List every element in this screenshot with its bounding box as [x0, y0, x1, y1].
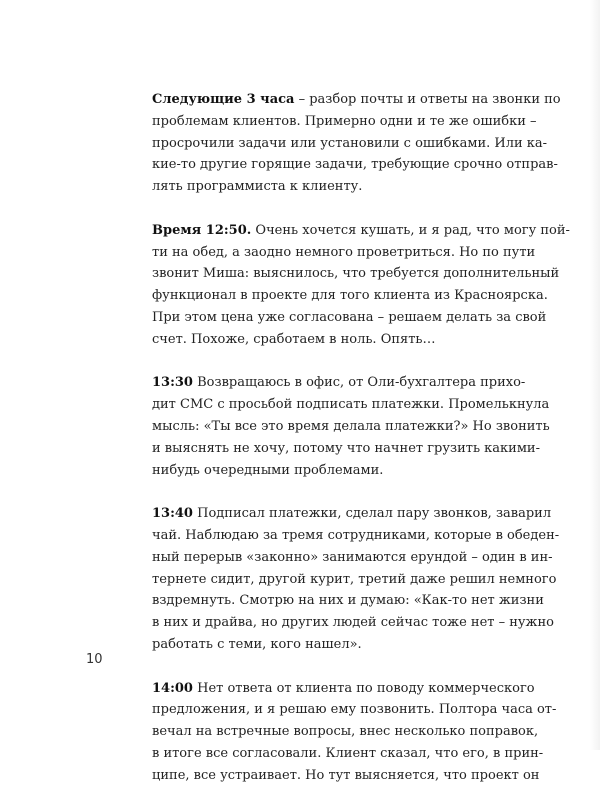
paragraph-lead: 14:00 — [152, 680, 193, 696]
text-line: счет. Похоже, сработаем в ноль. Опять… — [152, 331, 436, 347]
text-line: предложения, и я решаю ему позвонить. Полтора часа от- — [152, 702, 557, 718]
text-line: работать с теми, кого нашел». — [152, 636, 362, 652]
paragraph-next-3-hours — [152, 89, 561, 198]
text-line: 14:00 Нет ответа от клиента по поводу коммерческого — [152, 680, 535, 696]
paragraph-lead: 13:40 — [152, 506, 193, 522]
text-line: 13:30 Возвращаюсь в офис, от Оли-бухгалтера прихо- — [152, 375, 526, 391]
text-line: лять программиста к клиенту. — [152, 179, 363, 195]
text-line: Время 12:50. Очень хочется кушать, и я рад, что могу пой- — [152, 222, 570, 238]
text-line: кие-то другие горящие задачи, требующие срочно отправ- — [152, 157, 558, 173]
text-line: тернете сидит, другой курит, третий даже решил немного — [152, 571, 557, 587]
text-line: Следующие 3 часа – разбор почты и ответы на звонки по — [152, 92, 561, 107]
text-line: При этом цена уже согласована – решаем делать за свой — [152, 309, 547, 325]
text-line: ти на обед, а заодно немного проветриться. Но по пути — [152, 244, 536, 260]
text-line: и выяснять не хочу, потому что начнет грузить какими- — [152, 440, 540, 456]
text-line: проблемам клиентов. Примерно одни и те же ошибки – — [152, 113, 537, 129]
text-line: мысль: «Ты все это время делала платежки?» Но звонить — [152, 418, 550, 434]
text-line: вечал на встречные вопросы, внес несколько поправок, — [152, 724, 539, 740]
text-line: дит СМС с просьбой подписать платежки. Промелькнула — [152, 397, 550, 413]
text-line: нибудь очередными проблемами. — [152, 462, 384, 478]
text-line: вздремнуть. Смотрю на них и думаю: «Как-то нет жизни — [152, 593, 544, 609]
text-line: 13:40 Подписал платежки, сделал пару звонков, заварил — [152, 506, 552, 522]
text-line: ципе, все устраивает. Но тут выясняется, что проект он — [152, 767, 540, 783]
page-edge-shadow — [590, 0, 600, 750]
text-line: просрочили задачи или установили с ошибками. Или ка- — [152, 135, 548, 151]
text-line: ный перерыв «законно» занимаются ерундой – один в ин- — [152, 549, 553, 565]
body-text — [152, 89, 570, 808]
text-line: в них и драйва, но других людей сейчас тоже нет – нужно — [152, 615, 555, 631]
paragraph-lead: Время 12:50. — [152, 222, 252, 238]
paragraph-lead: Следующие 3 часа — [152, 92, 295, 107]
text-line: в итоге все согласовали. Клиент сказал, что его, в прин- — [152, 745, 544, 761]
paragraph-lead: 13:30 — [152, 375, 193, 391]
text-line: функционал в проекте для того клиента из Красноярска. — [152, 288, 548, 304]
paragraph-time-1330 — [152, 372, 550, 481]
paragraph-time-1400 — [152, 678, 557, 787]
text-line: чай. Наблюдаю за тремя сотрудниками, которые в обеден- — [152, 527, 560, 543]
paragraph-time-1340 — [152, 503, 560, 656]
page-number: 10 — [86, 652, 103, 667]
paragraph-time-1250 — [152, 220, 570, 351]
text-line: звонит Миша: выяснилось, что требуется дополнительный — [152, 266, 560, 282]
